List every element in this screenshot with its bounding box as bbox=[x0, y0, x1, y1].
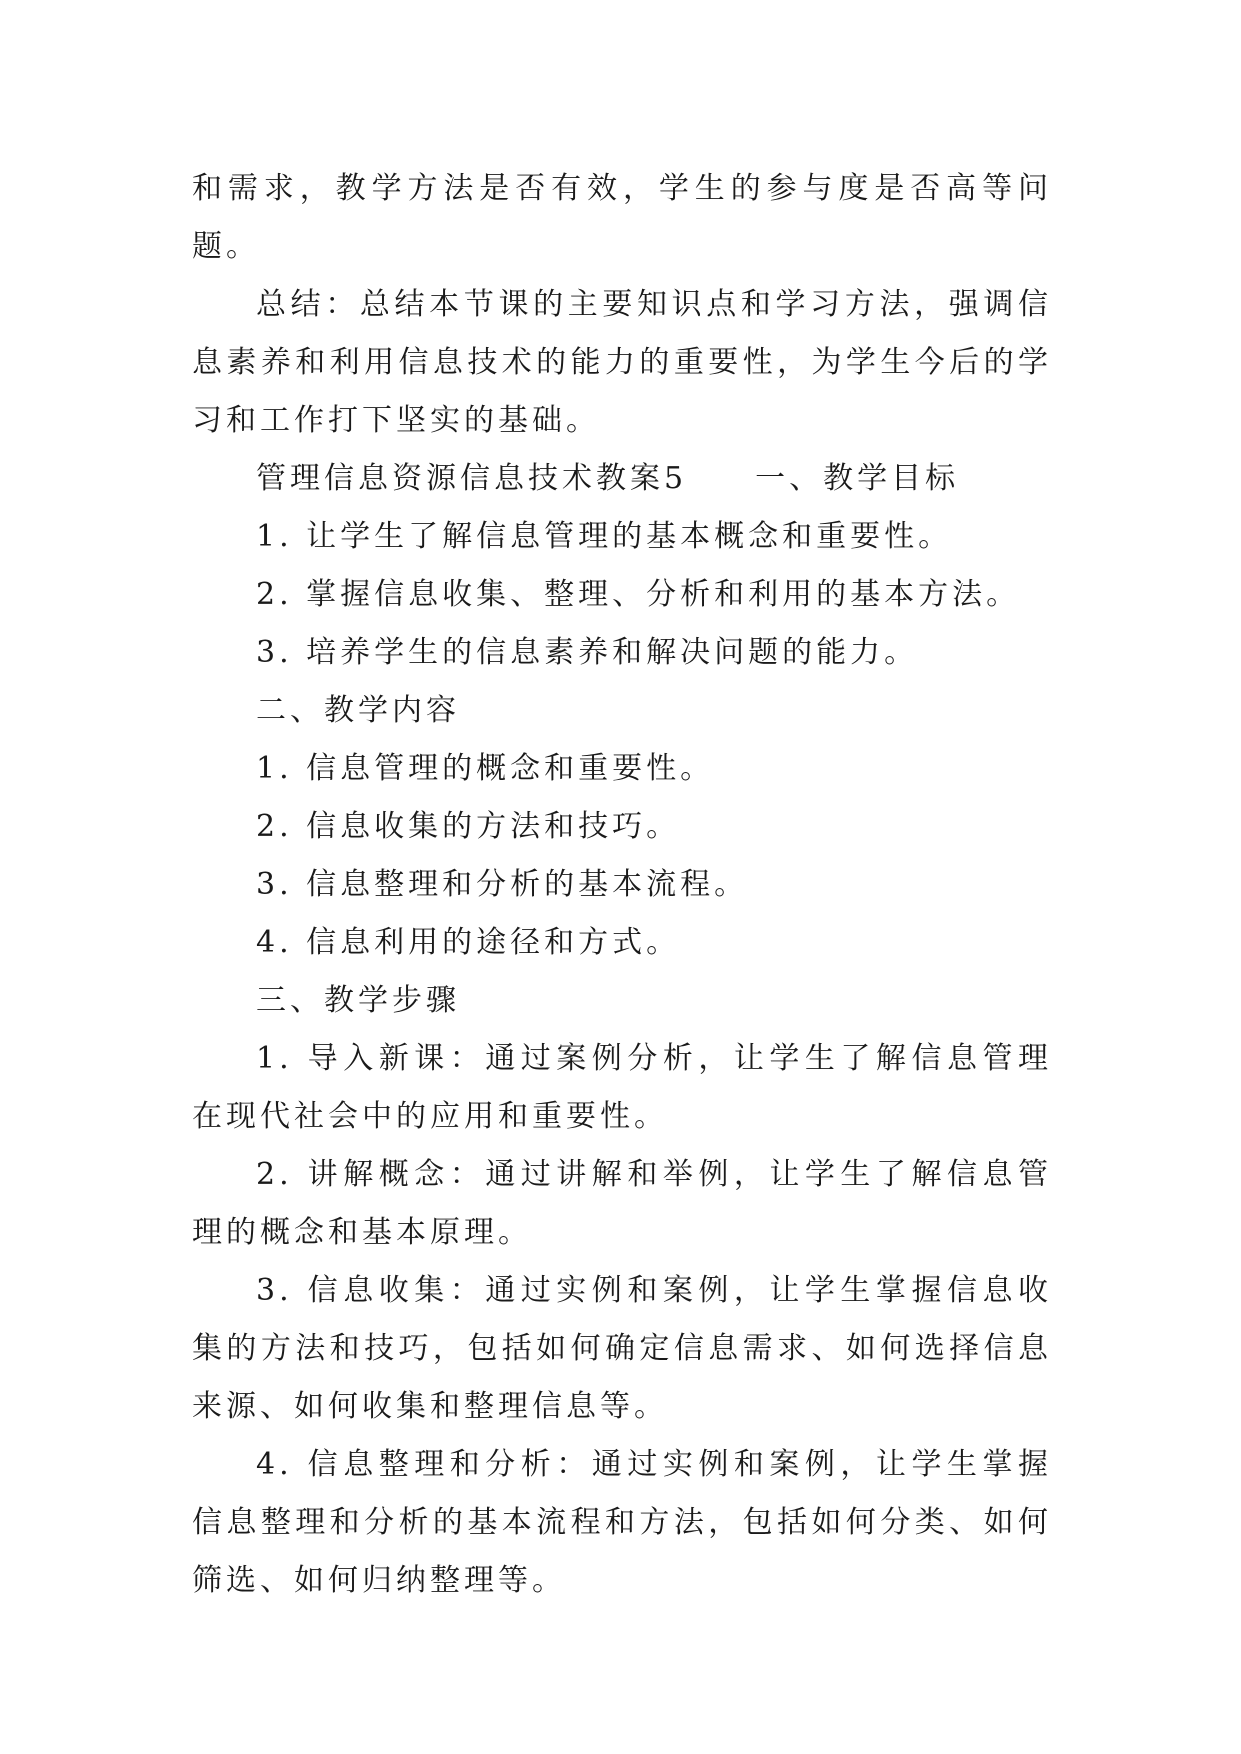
list-item: 1. 导入新课：通过案例分析，让学生了解信息管理在现代社会中的应用和重要性。 bbox=[192, 1041, 1052, 1134]
paragraph-continuation: 和需求，教学方法是否有效，学生的参与度是否高等问题。 bbox=[192, 171, 1052, 264]
list-item: 1. 让学生了解信息管理的基本概念和重要性。 bbox=[256, 519, 953, 554]
list-item: 4. 信息利用的途径和方式。 bbox=[256, 925, 681, 960]
list-item: 4. 信息整理和分析：通过实例和案例，让学生掌握信息整理和分析的基本流程和方法，包括如何分类、如何筛选、如何归纳整理等。 bbox=[192, 1447, 1052, 1598]
section-heading-objectives: 管理信息资源信息技术教案5 一、教学目标 bbox=[256, 461, 960, 496]
list-item: 3. 信息整理和分析的基本流程。 bbox=[256, 867, 749, 902]
list-item: 3. 培养学生的信息素养和解决问题的能力。 bbox=[256, 635, 919, 670]
list-item: 3. 信息收集：通过实例和案例，让学生掌握信息收集的方法和技巧，包括如何确定信息需求、如何选择信息来源、如何收集和整理信息等。 bbox=[192, 1273, 1052, 1424]
list-item: 2. 信息收集的方法和技巧。 bbox=[256, 809, 681, 844]
section-heading-steps: 三、教学步骤 bbox=[256, 983, 460, 1018]
list-item: 2. 讲解概念：通过讲解和举例，让学生了解信息管理的概念和基本原理。 bbox=[192, 1157, 1052, 1250]
list-item: 1. 信息管理的概念和重要性。 bbox=[256, 751, 715, 786]
list-item: 2. 掌握信息收集、整理、分析和利用的基本方法。 bbox=[256, 577, 1021, 612]
document-body bbox=[192, 160, 1052, 1610]
section-heading-content: 二、教学内容 bbox=[256, 693, 460, 728]
paragraph-summary: 总结：总结本节课的主要知识点和学习方法，强调信息素养和利用信息技术的能力的重要性，为学生今后的学习和工作打下坚实的基础。 bbox=[192, 287, 1052, 438]
